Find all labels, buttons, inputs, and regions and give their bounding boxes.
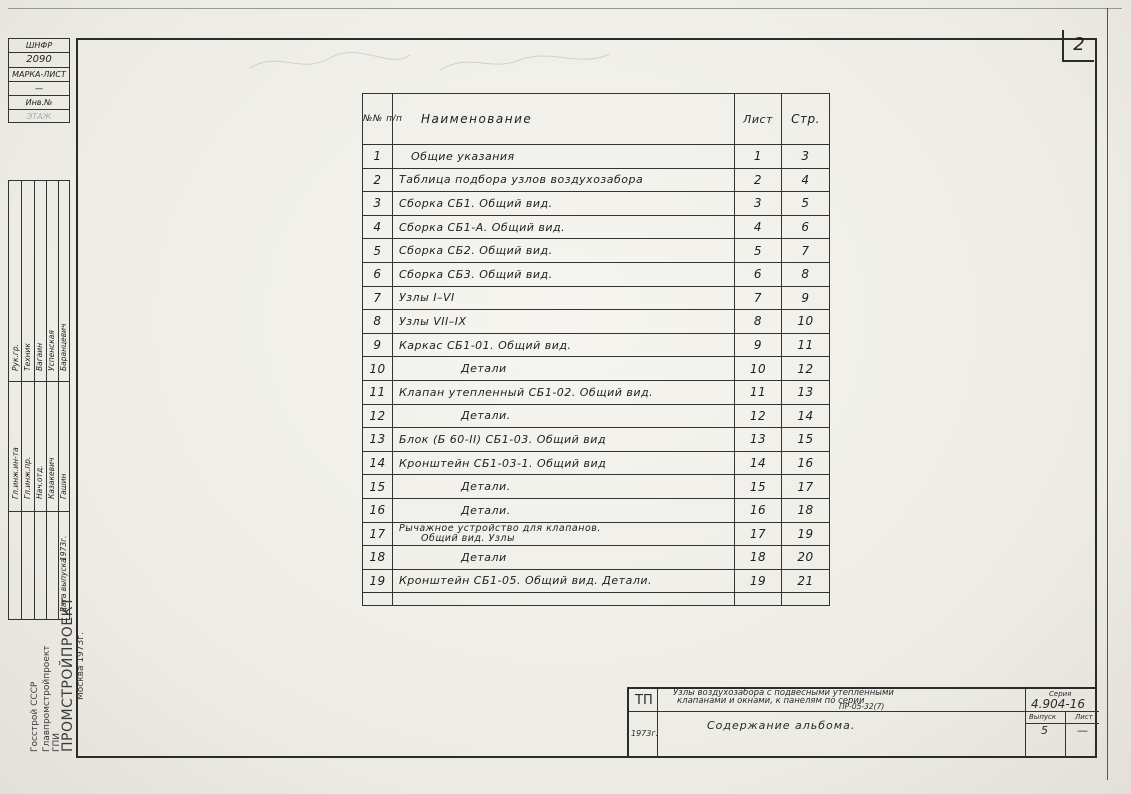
row-page: 8 [782,262,830,286]
issue-number-tb: 5 [1041,724,1048,737]
row-sheet: 14 [735,451,782,475]
row-page: 17 [782,475,830,499]
row-title: Узлы VII–IX [393,310,735,334]
name-2: Гашин [59,473,68,499]
stamp-inv-label: Инв.№ [9,96,69,110]
sheet-number-tb: — [1077,724,1088,737]
tb-title-line3: ПР-05-32(7) [839,702,885,711]
org-line3: ГПИ [52,733,62,752]
row-sheet: 9 [735,333,782,357]
row-number: 15 [363,475,393,499]
table-row [363,522,830,546]
org-line2: Главпромстройпроект [42,645,52,752]
row-page: 6 [782,215,830,239]
empty-cell [735,593,782,606]
row-page: 15 [782,428,830,452]
series-number: 4.904-16 [1031,697,1085,711]
row-sheet: 6 [735,262,782,286]
trim-line [1107,8,1108,780]
table-row [363,498,830,522]
table-row [363,569,830,593]
table-row [363,428,830,452]
row-sheet: 17 [735,522,782,546]
margin-stamp-signatures [8,180,70,620]
table-row [363,168,830,192]
row-number: 7 [363,286,393,310]
row-sheet: 1 [735,145,782,169]
row-number: 3 [363,192,393,216]
row-sheet: 7 [735,286,782,310]
sheet-label-tb: Лист [1075,713,1093,721]
row-number: 14 [363,451,393,475]
row-sheet: 15 [735,475,782,499]
row-number: 12 [363,404,393,428]
name-3: Вагаин [35,342,44,371]
stamp-label: МАРКА-ЛИСТ [9,68,69,82]
row-page: 10 [782,310,830,334]
row-title: Сборка СБ1-А. Общий вид. [393,215,735,239]
empty-cell [393,593,735,606]
table-row [363,310,830,334]
table-row [363,357,830,381]
row-page: 4 [782,168,830,192]
row-page: 21 [782,569,830,593]
role-2: Гл.инж.пр. [23,456,32,499]
table-row [363,451,830,475]
table-row [363,262,830,286]
tb-title-line1: Узлы воздухозабора с подвесными утепленными [673,688,894,698]
table-row [363,404,830,428]
row-number: 13 [363,428,393,452]
row-sheet: 11 [735,380,782,404]
row-sheet: 8 [735,310,782,334]
row-title: Кронштейн СБ1-05. Общий вид. Детали. [393,569,735,593]
title-block [627,687,1097,758]
table-row [363,239,830,263]
row-page: 9 [782,286,830,310]
name-1: Казакевич [47,457,56,499]
header-name: Наименование [393,94,735,145]
name-4: Успенская [47,330,56,371]
row-number: 18 [363,546,393,570]
tp-mark: ТП [635,693,653,708]
row-sheet: 16 [735,498,782,522]
issue-label-tb: Выпуск [1029,713,1057,721]
row-number: 9 [363,333,393,357]
faint-pencil-marks [240,40,620,80]
row-title: Детали [393,546,735,570]
name-5: Баранцевич [59,323,68,371]
row-number: 8 [363,310,393,334]
row-page: 5 [782,192,830,216]
series-label: Серия [1049,690,1072,698]
table-row [363,192,830,216]
row-sheet: 2 [735,168,782,192]
row-title: Сборка СБ2. Общий вид. [393,239,735,263]
org-line5: Москва 1973г. [76,632,86,700]
table-row-empty [363,593,830,606]
row-number: 10 [363,357,393,381]
role-5: Техник [23,343,32,371]
row-number: 19 [363,569,393,593]
row-sheet: 12 [735,404,782,428]
row-page: 19 [782,522,830,546]
table-row [363,286,830,310]
table-row [363,145,830,169]
row-number: 1 [363,145,393,169]
row-number: 4 [363,215,393,239]
issue-date: 1973г. [59,535,68,561]
row-title [393,522,735,546]
empty-cell [363,593,393,606]
row-page: 3 [782,145,830,169]
row-sheet: 18 [735,546,782,570]
table-row [363,475,830,499]
row-page: 16 [782,451,830,475]
row-number: 17 [363,522,393,546]
row-page: 13 [782,380,830,404]
row-title: Блок (Б 60-II) СБ1-03. Общий вид [393,428,735,452]
row-title: Таблица подбора узлов воздухозабора [393,168,735,192]
row-title: Клапан утепленный СБ1-02. Общий вид. [393,380,735,404]
row-number: 11 [363,380,393,404]
row-title-line2: Общий вид. Узлы [421,532,515,544]
sheet-number: 2 [1062,30,1094,62]
margin-stamp-top [8,38,70,123]
row-number: 2 [363,168,393,192]
row-page: 12 [782,357,830,381]
row-page: 7 [782,239,830,263]
row-sheet: 19 [735,569,782,593]
row-title: Сборка СБ3. Общий вид. [393,262,735,286]
header-num: №№ п/п [363,94,393,145]
tb-year: 1973г. [631,729,659,738]
stamp-dash: — [9,82,69,96]
role-4: Рук.гр. [11,344,20,371]
tb-title-line2: клапанами и окнами, к панелям по серии [677,696,865,706]
row-title: Детали. [393,475,735,499]
table-row [363,546,830,570]
empty-cell [782,593,830,606]
role-3: Нач.отд. [35,465,44,499]
row-title: Детали [393,357,735,381]
row-title: Сборка СБ1. Общий вид. [393,192,735,216]
table-row [363,380,830,404]
stamp-number: 2090 [9,53,69,68]
header-page: Стр. [782,94,830,145]
issue-label: Дата выпуска [59,558,68,613]
row-sheet: 3 [735,192,782,216]
row-number: 5 [363,239,393,263]
row-sheet: 13 [735,428,782,452]
row-sheet: 4 [735,215,782,239]
row-title: Детали. [393,404,735,428]
contents-table [362,93,830,606]
row-title: Общие указания [393,145,735,169]
stamp-code: ШНФР [9,39,69,53]
table-row [363,333,830,357]
role-1: Гл.инж.ин-та [11,447,20,499]
row-page: 20 [782,546,830,570]
table-row [363,215,830,239]
org-line4: ПРОМСТРОЙПРОЕКТ [60,596,76,752]
stamp-faint: ЭТАЖ [26,112,52,121]
org-line1: Госстрой СССР [30,681,40,752]
row-page: 14 [782,404,830,428]
row-title: Каркас СБ1-01. Общий вид. [393,333,735,357]
row-title: Узлы I–VI [393,286,735,310]
header-list: Лист [735,94,782,145]
row-page: 11 [782,333,830,357]
row-sheet: 5 [735,239,782,263]
row-title: Детали. [393,498,735,522]
row-title-line1: Рычажное устройство для клапанов. [399,522,601,534]
table-header-row [363,94,830,145]
album-title: Содержание альбома. [707,719,856,732]
row-page: 18 [782,498,830,522]
row-number: 6 [363,262,393,286]
row-sheet: 10 [735,357,782,381]
row-number: 16 [363,498,393,522]
row-title: Кронштейн СБ1-03-1. Общий вид [393,451,735,475]
